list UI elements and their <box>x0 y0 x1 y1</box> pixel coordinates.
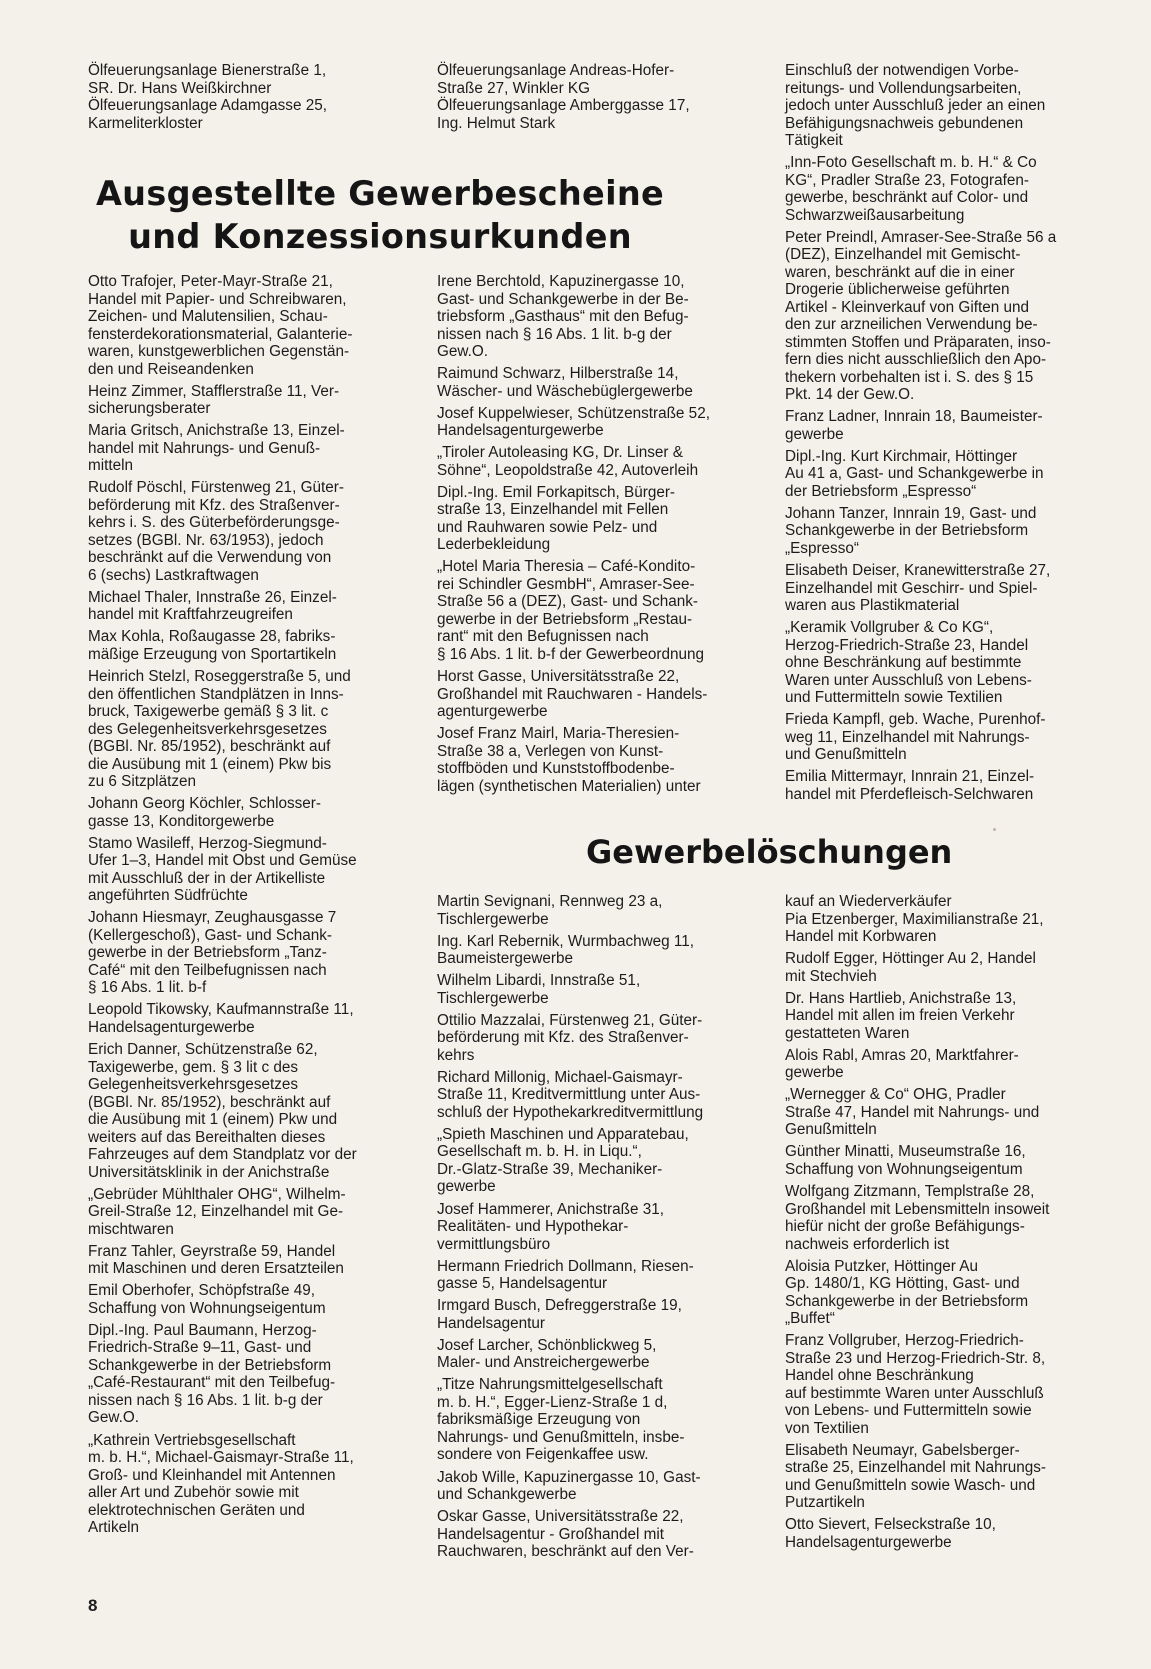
list-item: Peter Preindl, Amraser-See-Straße 56 a (DEZ), Einzelhandel mit Gemischt- waren, beschränkt auf die in einer Drogerie üblicherweise geführten Artikel - Kleinverkauf von Giften und den zur arzneilichen Verwendung be- stimmten Stoffen und Präparaten, inso- fern dies nicht ausschließlich den Apo- thekern vorbehalten ist i. S. des § 15 Pkt. 14 der Gew.O. <box>785 228 1057 404</box>
list-item: Jakob Wille, Kapuzinergasse 10, Gast- und Schankgewerbe <box>437 1468 701 1504</box>
list-item: Martin Sevignani, Rennweg 23 a, Tischlergewerbe <box>437 893 663 928</box>
list-item: Günther Minatti, Museumstraße 16, Schaffung von Wohnungseigentum <box>785 1143 1026 1178</box>
list-item: Wilhelm Libardi, Innstraße 51, Tischlergewerbe <box>437 972 641 1007</box>
list-item: Leopold Tikowsky, Kaufmannstraße 11, Handelsagenturgewerbe <box>88 1001 354 1036</box>
top-left-column <box>88 62 388 132</box>
list-item: „Wernegger & Co“ OHG, Pradler Straße 47, Handel mit Nahrungs- und Genußmitteln <box>785 1086 1040 1139</box>
list-item: „Keramik Vollgruber & Co KG“, Herzog-Friedrich-Straße 23, Handel ohne Beschränkung auf bestimmte Waren unter Ausschluß von Lebens- und Futtermitteln sowie Textilien <box>785 619 1032 707</box>
list-item: Josef Larcher, Schönblickweg 5, Maler- und Anstreichergewerbe <box>437 1336 657 1372</box>
speck-mark <box>993 828 996 831</box>
list-item: Max Kohla, Roßaugasse 28, fabriks- mäßige Erzeugung von Sportartikeln <box>88 628 337 663</box>
list-item: Maria Gritsch, Anichstraße 13, Einzel- handel mit Nahrungs- und Genuß- mitteln <box>88 422 345 475</box>
list-item: Horst Gasse, Universitätsstraße 22, Großhandel mit Rauchwaren - Handels- agenturgewerbe <box>437 668 708 721</box>
list-item: „Gebrüder Mühlthaler OHG“, Wilhelm- Greil-Straße 12, Einzelhandel mit Ge- mischtwaren <box>88 1185 346 1238</box>
list-item: Ölfeuerungsanlage Bienerstraße 1, SR. Dr. Hans Weißkirchner <box>88 62 327 97</box>
list-item: Heinrich Stelzl, Roseggerstraße 5, und den öffentlichen Standplätzen in Inns- bruck, Taxigewerbe gemäß § 3 lit. c des Gelegenheitsverkehrsgesetzes (BGBl. Nr. 85/1952), beschränkt auf die Ausübung mit 1 (einem) Pkw bis zu 6 Sitzplätzen <box>88 668 351 791</box>
list-item: „Spieth Maschinen und Apparatebau, Gesellschaft m. b. H. in Liqu.“, Dr.-Glatz-Straße 39, Mechaniker- gewerbe <box>437 1125 689 1196</box>
list-item: Irene Berchtold, Kapuzinergasse 10, Gast- und Schankgewerbe in der Be- triebsform „Gasthaus“ mit den Befug- nissen nach § 16 Abs. 1 lit. b-g der Gew.O. <box>437 273 689 360</box>
list-item: Pia Etzenberger, Maximilianstraße 21, Handel mit Korbwaren <box>785 910 1044 945</box>
list-item: Ölfeuerungsanlage Adamgasse 25, Karmeliterkloster <box>88 97 327 132</box>
list-item: Alois Rabl, Amras 20, Marktfahrer- gewerbe <box>785 1046 1019 1082</box>
heading-ausgestellte-gewerbescheine: Ausgestellte Gewerbescheine und Konzessionsurkunden <box>95 174 665 256</box>
list-item: Richard Millonig, Michael-Gaismayr- Straße 11, Kreditvermittlung unter Aus- schluß der Hypothekarkreditvermittlung <box>437 1068 704 1121</box>
list-item: Josef Hammerer, Anichstraße 31, Realitäten- und Hypothekar- vermittlungsbüro <box>437 1200 664 1253</box>
list-item: Dipl.-Ing. Kurt Kirchmair, Höttinger Au 41 a, Gast- und Schankgewerbe in der Betriebsform „Espresso“ <box>785 447 1044 500</box>
list-item: Ölfeuerungsanlage Amberggasse 17, Ing. Helmut Stark <box>437 97 690 132</box>
list-item: Ing. Karl Rebernik, Wurmbachweg 11, Baumeistergewerbe <box>437 932 695 968</box>
heading-gewerbeloeschungen: Gewerbelöschungen <box>586 833 953 871</box>
deletions-column-3 <box>785 893 1115 1556</box>
list-item: Ottilio Mazzalai, Fürstenweg 21, Güter- beförderung mit Kfz. des Straßenver- kehrs <box>437 1011 703 1064</box>
list-item: Rudolf Egger, Höttinger Au 2, Handel mit Stechvieh <box>785 950 1036 985</box>
list-item: „Kathrein Vertriebsgesellschaft m. b. H.“, Michael-Gaismayr-Straße 11, Groß- und Kleinhandel mit Antennen aller Art und Zubehör sowie mit elektrotechnischen Geräten und Artikeln <box>88 1431 354 1536</box>
list-item: Otto Trafojer, Peter-Mayr-Straße 21, Handel mit Papier- und Schreibwaren, Zeichen- und Malutensilien, Schau- fensterdekorationsmaterial, Galanterie- waren, kunstgewerblichen Gegenstän- den und Reiseandenken <box>88 273 353 378</box>
list-item: Johann Hiesmayr, Zeughausgasse 7 (Kellergeschoß), Gast- und Schank- gewerbe in der Betriebsform „Tanz- Café“ mit den Teilbefugnissen nach § 16 Abs. 1 lit. b-f <box>88 909 337 997</box>
column-1-entries <box>88 273 408 1541</box>
list-item: Wolfgang Zitzmann, Templstraße 28, Großhandel mit Lebensmitteln insoweit hiefür nicht der große Befähigungs- nachweis erforderlich ist <box>785 1183 1050 1253</box>
list-item: Aloisia Putzker, Höttinger Au Gp. 1480/1, KG Hötting, Gast- und Schankgewerbe in der Betriebsform „Buffet“ <box>785 1257 1029 1328</box>
list-item: „Hotel Maria Theresia – Café-Kondito- rei Schindler GesmbH“, Amraser-See- Straße 56 a (DEZ), Gast- und Schank- gewerbe in der Betriebsform „Restau- rant“ mit den Befugnissen nach § 16 Abs. 1 lit. b-f der Gewerbeordnung <box>437 558 705 663</box>
deletions-column-2 <box>437 893 757 1565</box>
list-item: Erich Danner, Schützenstraße 62, Taxigewerbe, gem. § 3 lit c des Gelegenheitsverkehrsgesetzes (BGBl. Nr. 85/1952), beschränkt auf die Ausübung mit 1 (einem) Pkw und weiters auf das Bereithalten dieses Fahrzeuges auf dem Standplatz vor der Universitätsklinik in der Anichstraße <box>88 1041 357 1181</box>
list-item: Dipl.-Ing. Paul Baumann, Herzog- Friedrich-Straße 9–11, Gast- und Schankgewerbe in der Betriebsform „Café-Restaurant“ mit den Teilbefug- nissen nach § 16 Abs. 1 lit. b-g der Gew.O. <box>88 1321 336 1427</box>
list-item: Ölfeuerungsanlage Andreas-Hofer- Straße 27, Winkler KG <box>437 62 675 97</box>
list-item: Irmgard Busch, Defreggerstraße 19, Handelsagentur <box>437 1297 682 1332</box>
list-item: Johann Tanzer, Innrain 19, Gast- und Schankgewerbe in der Betriebsform „Espresso“ <box>785 504 1037 557</box>
column-3-entries <box>785 62 1115 808</box>
list-item: Rudolf Pöschl, Fürstenweg 21, Güter- beförderung mit Kfz. des Straßenver- kehrs i. S. des Güterbeförderungsge- setzes (BGBl. Nr. 63/1953), jedoch beschränkt auf die Verwendung von 6 (sechs) Lastkraftwagen <box>88 479 344 584</box>
list-item: Emilia Mittermayr, Innrain 21, Einzel- handel mit Pferdefleisch-Selchwaren <box>785 768 1035 803</box>
list-item: Heinz Zimmer, Stafflerstraße 11, Ver- sicherungsberater <box>88 382 340 418</box>
list-item: Elisabeth Deiser, Kranewitterstraße 27, Einzelhandel mit Geschirr- und Spiel- waren aus Plastikmaterial <box>785 562 1051 615</box>
list-item: Dr. Hans Hartlieb, Anichstraße 13, Handel mit allen im freien Verkehr gestatteten Waren <box>785 989 1017 1042</box>
list-item: Franz Tahler, Geyrstraße 59, Handel mit Maschinen und deren Ersatzteilen <box>88 1242 344 1278</box>
list-item: „Tiroler Autoleasing KG, Dr. Linser & Söhne“, Leopoldstraße 42, Autoverleih <box>437 444 699 479</box>
list-item: Josef Franz Mairl, Maria-Theresien- Straße 38 a, Verlegen von Kunst- stoffböden und Kunststoffbodenbe- lägen (synthetischen Materialien) unter <box>437 725 701 795</box>
list-item: Frieda Kampfl, geb. Wache, Purenhof- weg 11, Einzelhandel mit Nahrungs- und Genußmitteln <box>785 711 1046 764</box>
list-item: „Titze Nahrungsmittelgesellschaft m. b. H.“, Egger-Lienz-Straße 1 d, fabriksmäßige Erzeugung von Nahrungs- und Genußmitteln, insbe- sondere von Feigenkaffee usw. <box>437 1376 685 1464</box>
list-item: Raimund Schwarz, Hilberstraße 14, Wäscher- und Wäschebüglergewerbe <box>437 365 693 400</box>
list-item: Emil Oberhofer, Schöpfstraße 49, Schaffung von Wohnungseigentum <box>88 1282 326 1317</box>
list-item: Dipl.-Ing. Emil Forkapitsch, Bürger- straße 13, Einzelhandel mit Fellen und Rauhwaren sowie Pelz- und Lederbekleidung <box>437 483 676 554</box>
top-middle-column <box>437 62 757 132</box>
list-item: Franz Vollgruber, Herzog-Friedrich- Straße 23 und Herzog-Friedrich-Str. 8, Handel ohne Beschränkung auf bestimmte Waren unter Ausschluß von Lebens- und Futtermitteln sowie von Textilien <box>785 1332 1046 1437</box>
list-item: Hermann Friedrich Dollmann, Riesen- gasse 5, Handelsagentur <box>437 1257 694 1293</box>
list-item: Johann Georg Köchler, Schlosser- gasse 13, Konditorgewerbe <box>88 795 321 830</box>
page-number: 8 <box>88 1596 98 1615</box>
list-item: Josef Kuppelwieser, Schützenstraße 52, Handelsagenturgewerbe <box>437 404 710 440</box>
list-item: Elisabeth Neumayr, Gabelsberger- straße 25, Einzelhandel mit Nahrungs- und Genußmitteln sowie Wasch- und Putzartikeln <box>785 1441 1047 1512</box>
list-item: Einschluß der notwendigen Vorbe- reitungs- und Vollendungsarbeiten, jedoch unter Ausschluß jeder an einen Befähigungsnachweis gebundenen Tätigkeit <box>785 62 1046 149</box>
list-item: „Inn-Foto Gesellschaft m. b. H.“ & Co KG“, Pradler Straße 23, Fotografen- gewerbe, beschränkt auf Color- und Schwarzweißausarbeitung <box>785 154 1037 224</box>
list-item: Oskar Gasse, Universitätsstraße 22, Handelsagentur - Großhandel mit Rauchwaren, beschränkt auf den Ver- <box>437 1508 694 1561</box>
list-item: Franz Ladner, Innrain 18, Baumeister- gewerbe <box>785 408 1043 443</box>
list-item: Stamo Wasileff, Herzog-Siegmund- Ufer 1–3, Handel mit Obst und Gemüse mit Ausschluß der in der Artikelliste angeführten Südfrüchte <box>88 834 357 905</box>
list-item: kauf an Wiederverkäufer <box>785 893 952 910</box>
column-2-entries <box>437 273 757 800</box>
list-item: Otto Sievert, Felseckstraße 10, Handelsagenturgewerbe <box>785 1516 996 1551</box>
list-item: Michael Thaler, Innstraße 26, Einzel- handel mit Kraftfahrzeugreifen <box>88 588 337 624</box>
